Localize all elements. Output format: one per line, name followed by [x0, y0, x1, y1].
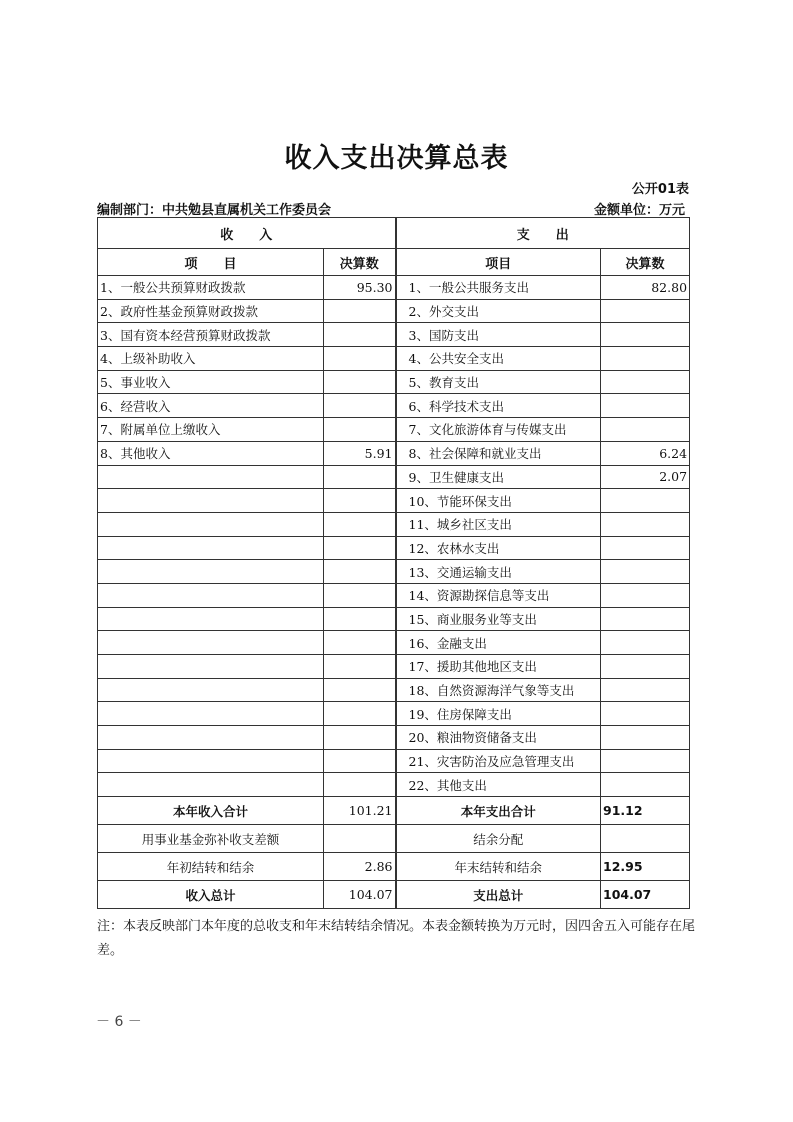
summary-expense-amount: 91.12 [601, 797, 690, 825]
table-row [98, 347, 690, 371]
income-amount [324, 370, 396, 394]
form-number: 公开01表 [631, 182, 689, 197]
expense-item: 16、金融支出 [396, 631, 601, 655]
table-row [98, 583, 690, 607]
expense-amount: 6.24 [601, 441, 690, 465]
income-item [98, 465, 324, 489]
footnote: 注：本表反映部门本年度的总收支和年末结转结余情况。本表金额转换为万元时，因四舍五入可能存在尾差。 [97, 919, 696, 958]
expense-item: 15、商业服务业等支出 [396, 607, 601, 631]
expense-item: 3、国防支出 [396, 323, 601, 347]
income-item [98, 749, 324, 773]
expense-section-header: 支 出 [396, 218, 690, 249]
expense-amount [601, 607, 690, 631]
income-amount [324, 583, 396, 607]
table-row [98, 678, 690, 702]
income-section-header: 收 入 [98, 218, 396, 249]
expense-item: 4、公共安全支出 [396, 347, 601, 371]
expense-item: 11、城乡社区支出 [396, 512, 601, 536]
income-item: 3、国有资本经营预算财政拨款 [98, 323, 324, 347]
summary-income-item: 收入总计 [98, 881, 324, 909]
summary-income-item: 本年收入合计 [98, 797, 324, 825]
expense-amount [601, 418, 690, 442]
income-item [98, 536, 324, 560]
income-amount [324, 560, 396, 584]
income-amount: 5.91 [324, 441, 396, 465]
income-item: 6、经营收入 [98, 394, 324, 418]
expense-amount [601, 749, 690, 773]
table-row [98, 441, 690, 465]
expense-item: 19、住房保障支出 [396, 702, 601, 726]
summary-row [98, 881, 690, 909]
income-amount [324, 323, 396, 347]
expense-item: 13、交通运输支出 [396, 560, 601, 584]
summary-expense-item: 支出总计 [396, 881, 601, 909]
income-amount [324, 347, 396, 371]
expense-item: 6、科学技术支出 [396, 394, 601, 418]
expense-item: 12、农林水支出 [396, 536, 601, 560]
income-item [98, 583, 324, 607]
column-header-row [98, 249, 690, 276]
unit-label: 金额单位：万元 [593, 203, 685, 218]
table-row [98, 394, 690, 418]
expense-amount [601, 702, 690, 726]
expense-item: 18、自然资源海洋气象等支出 [396, 678, 601, 702]
table-row [98, 749, 690, 773]
expense-item: 5、教育支出 [396, 370, 601, 394]
table-row [98, 773, 690, 797]
expense-item: 14、资源勘探信息等支出 [396, 583, 601, 607]
summary-row [98, 853, 690, 881]
income-item: 2、政府性基金预算财政拨款 [98, 299, 324, 323]
expense-item: 8、社会保障和就业支出 [396, 441, 601, 465]
table-row [98, 323, 690, 347]
expense-item-header: 项目 [396, 249, 601, 276]
section-header-row [98, 218, 690, 249]
expense-amount [601, 655, 690, 679]
expense-amount [601, 631, 690, 655]
income-amount [324, 607, 396, 631]
income-amount [324, 702, 396, 726]
table-row [98, 299, 690, 323]
income-amount [324, 489, 396, 513]
income-amount [324, 536, 396, 560]
income-item [98, 631, 324, 655]
income-amount [324, 726, 396, 750]
income-item [98, 726, 324, 750]
expense-amount [601, 726, 690, 750]
summary-expense-item: 年末结转和结余 [396, 853, 601, 881]
income-amount-header: 决算数 [324, 249, 396, 276]
income-item [98, 489, 324, 513]
expense-amount [601, 678, 690, 702]
income-amount [324, 465, 396, 489]
table-row [98, 370, 690, 394]
expense-amount [601, 299, 690, 323]
table-row [98, 702, 690, 726]
income-item: 5、事业收入 [98, 370, 324, 394]
income-amount: 95.30 [324, 276, 396, 300]
summary-income-amount: 104.07 [324, 881, 396, 909]
income-item-header: 项 目 [98, 249, 324, 276]
table-row [98, 512, 690, 536]
income-item: 1、一般公共预算财政拨款 [98, 276, 324, 300]
income-item [98, 655, 324, 679]
table-row [98, 560, 690, 584]
table-row [98, 607, 690, 631]
income-item [98, 607, 324, 631]
summary-income-item: 年初结转和结余 [98, 853, 324, 881]
income-amount [324, 631, 396, 655]
table-row [98, 655, 690, 679]
expense-item: 9、卫生健康支出 [396, 465, 601, 489]
expense-amount: 2.07 [601, 465, 690, 489]
income-amount [324, 418, 396, 442]
expense-item: 20、粮油物资储备支出 [396, 726, 601, 750]
summary-row [98, 797, 690, 825]
summary-income-amount: 2.86 [324, 853, 396, 881]
expense-item: 10、节能环保支出 [396, 489, 601, 513]
summary-expense-item: 本年支出合计 [396, 797, 601, 825]
income-amount [324, 749, 396, 773]
table-row [98, 465, 690, 489]
summary-income-item: 用事业基金弥补收支差额 [98, 825, 324, 853]
expense-item: 1、一般公共服务支出 [396, 276, 601, 300]
expense-amount [601, 370, 690, 394]
expense-amount-header: 决算数 [601, 249, 690, 276]
expense-item: 22、其他支出 [396, 773, 601, 797]
income-item [98, 773, 324, 797]
income-amount [324, 655, 396, 679]
expense-amount [601, 489, 690, 513]
expense-amount [601, 394, 690, 418]
summary-expense-amount [601, 825, 690, 853]
expense-amount [601, 323, 690, 347]
expense-item: 21、灾害防治及应急管理支出 [396, 749, 601, 773]
expense-item: 17、援助其他地区支出 [396, 655, 601, 679]
income-amount [324, 394, 396, 418]
summary-expense-amount: 12.95 [601, 853, 690, 881]
income-amount [324, 299, 396, 323]
expense-amount [601, 512, 690, 536]
income-item: 4、上级补助收入 [98, 347, 324, 371]
table-row [98, 536, 690, 560]
table-row [98, 489, 690, 513]
expense-item: 2、外交支出 [396, 299, 601, 323]
summary-expense-amount: 104.07 [601, 881, 690, 909]
income-amount [324, 773, 396, 797]
income-amount [324, 678, 396, 702]
expense-amount [601, 583, 690, 607]
summary-row [98, 825, 690, 853]
income-expense-table [97, 217, 690, 909]
income-amount [324, 512, 396, 536]
table-row [98, 418, 690, 442]
table-row [98, 276, 690, 300]
expense-amount: 82.80 [601, 276, 690, 300]
income-item: 7、附属单位上缴收入 [98, 418, 324, 442]
page-title: 收入支出决算总表 [284, 143, 509, 174]
table-row [98, 631, 690, 655]
income-item [98, 560, 324, 584]
page-number: － 6 － [96, 1014, 142, 1030]
table-row [98, 726, 690, 750]
summary-income-amount: 101.21 [324, 797, 396, 825]
income-item [98, 702, 324, 726]
income-item [98, 678, 324, 702]
expense-amount [601, 773, 690, 797]
expense-amount [601, 560, 690, 584]
summary-expense-item: 结余分配 [396, 825, 601, 853]
expense-amount [601, 347, 690, 371]
expense-amount [601, 536, 690, 560]
expense-item: 7、文化旅游体育与传媒支出 [396, 418, 601, 442]
income-item [98, 512, 324, 536]
department-label: 编制部门：中共勉县直属机关工作委员会 [97, 203, 332, 218]
summary-income-amount [324, 825, 396, 853]
income-item: 8、其他收入 [98, 441, 324, 465]
